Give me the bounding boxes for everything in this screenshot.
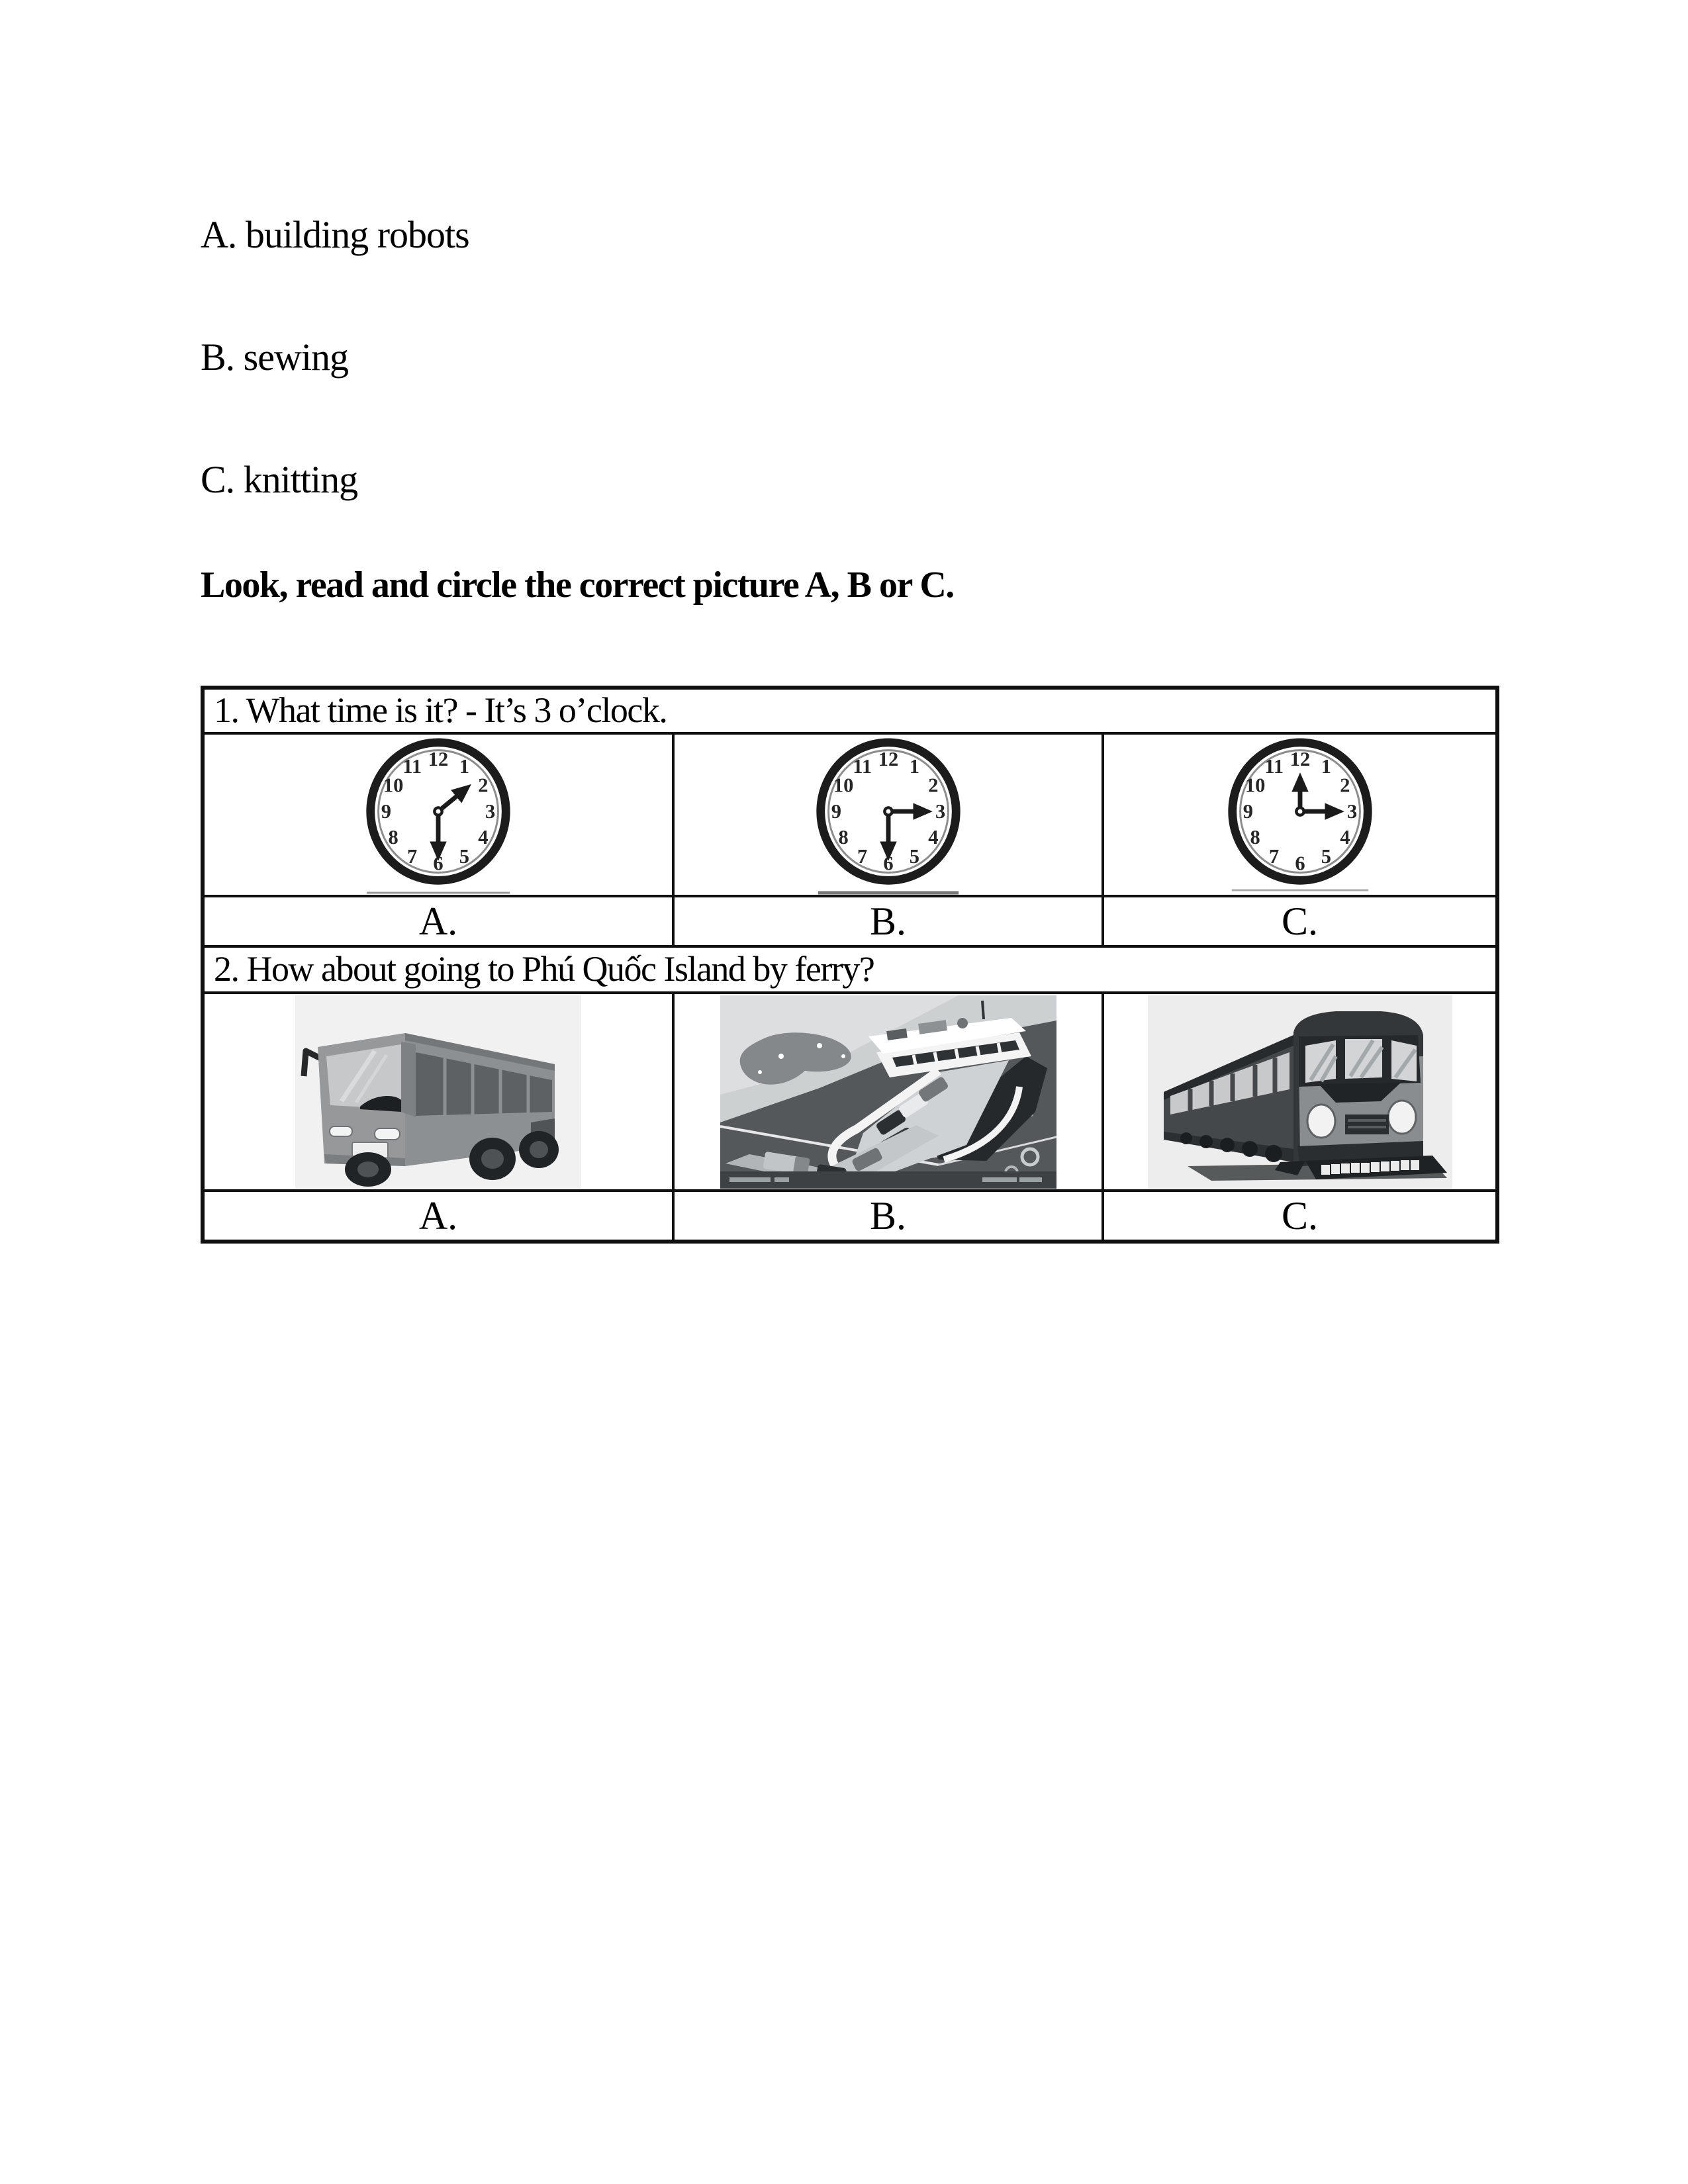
choice-label-b: B.: [672, 1192, 1102, 1240]
ferry-cell: [672, 994, 1102, 1189]
clock-numeral: 1: [1321, 755, 1331, 778]
question-table: [201, 686, 1499, 1244]
clock-numeral: 2: [927, 774, 938, 797]
clock-b-image: [810, 733, 966, 896]
clock-numeral: 3: [485, 799, 496, 823]
clock-numeral: 7: [857, 844, 867, 868]
clock-numeral: 4: [927, 826, 938, 849]
clock-numeral: 5: [1321, 844, 1331, 868]
option-c-knitting: C. knitting: [201, 458, 358, 501]
question-2-pictures-row: [205, 994, 1495, 1192]
choice-label-c: C.: [1102, 897, 1495, 945]
question-1-labels-row: [205, 897, 1495, 948]
clock-a-cell: [205, 735, 672, 895]
choice-label-c: C.: [1102, 1192, 1495, 1240]
clock-numeral: 9: [1243, 799, 1253, 823]
clock-numeral: 9: [381, 799, 391, 823]
instruction-heading: Look, read and circle the correct picture A, B or C.: [201, 565, 954, 606]
choice-label-a: A.: [418, 1194, 458, 1238]
clock-c-image: [1222, 733, 1378, 896]
choice-label-a: A.: [418, 899, 458, 943]
clock-numeral: 8: [838, 826, 849, 849]
clock-numeral: 1: [909, 755, 919, 778]
train-cell: [1102, 994, 1495, 1189]
clock-numeral: 1: [459, 755, 469, 778]
clock-numeral: 5: [909, 844, 919, 868]
clock-numeral: 8: [388, 826, 399, 849]
clock-numeral: 6: [433, 852, 444, 875]
clock-numeral: 7: [407, 844, 418, 868]
clock-numeral: 10: [383, 774, 404, 797]
clock-numeral: 11: [852, 755, 872, 778]
clock-a-image: [360, 733, 516, 896]
question-2-text: 2. How about going to Phú Quốc Island by ferry?: [205, 948, 1495, 994]
clock-numeral: 12: [878, 748, 898, 771]
clock-numeral: 10: [833, 774, 853, 797]
clock-numeral: 3: [1346, 799, 1357, 823]
train-image: [1148, 995, 1452, 1189]
clock-numeral: 6: [1294, 852, 1305, 875]
clock-numeral: 3: [935, 799, 945, 823]
clock-c-cell: [1102, 735, 1495, 895]
clock-numeral: 12: [428, 748, 449, 771]
clock-numeral: 5: [459, 844, 469, 868]
question-2-labels-row: [205, 1192, 1495, 1240]
clock-numeral: 11: [402, 755, 422, 778]
clock-numeral: 2: [1339, 774, 1350, 797]
clock-numeral: 10: [1244, 774, 1265, 797]
clock-numeral: 6: [882, 852, 894, 875]
option-a-building-robots: A. building robots: [201, 213, 469, 256]
clock-numeral: 7: [1268, 844, 1279, 868]
bus-cell: [205, 994, 672, 1189]
ferry-image: [720, 995, 1056, 1189]
clock-numeral: 2: [478, 774, 489, 797]
question-1-text: 1. What time is it? - It’s 3 o’clock.: [205, 690, 1495, 735]
clock-numeral: 9: [831, 799, 841, 823]
clock-numeral: 12: [1289, 748, 1310, 771]
clock-numeral: 11: [1264, 755, 1284, 778]
bus-image: [295, 995, 581, 1189]
option-b-sewing: B. sewing: [201, 336, 348, 379]
clock-numeral: 8: [1250, 826, 1260, 849]
question-1-pictures-row: [205, 735, 1495, 897]
clock-numeral: 4: [1339, 826, 1350, 849]
choice-label-b: B.: [672, 897, 1102, 945]
clock-numeral: 4: [478, 826, 489, 849]
clock-b-cell: [672, 735, 1102, 895]
